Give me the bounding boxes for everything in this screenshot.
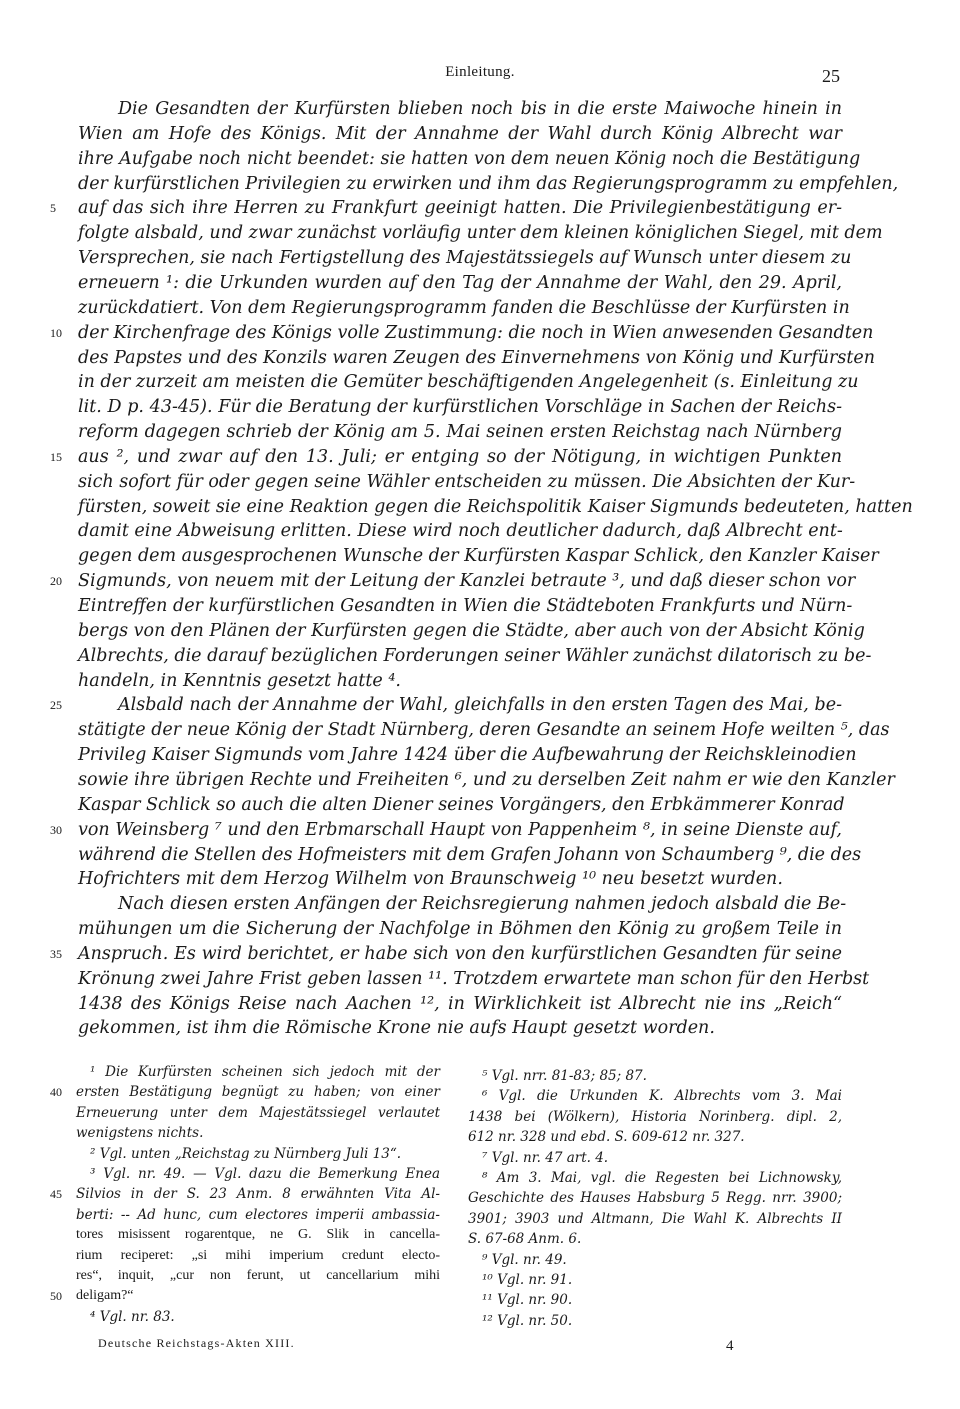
body-line: zurückdatiert. Von dem Regierungsprogramm fanden die Beschlüsse der Kurfürsten in bbox=[78, 297, 850, 318]
footnote-line: ¹² Vgl. nr. 50. bbox=[482, 1312, 573, 1329]
sheet-signature: 4 bbox=[726, 1338, 734, 1354]
footnote-line: wenigstens nichts. bbox=[76, 1125, 204, 1142]
footnote-line: 612 nr. 328 und ebd. S. 609-612 nr. 327. bbox=[468, 1129, 745, 1146]
body-line: handeln, in Kenntnis gesetzt hatte ⁴. bbox=[78, 670, 401, 691]
body-line: Sigmunds, von neuem mit der Leitung der Kanzlei betraute ³, und daß dieser schon vor bbox=[78, 571, 856, 592]
footnote-line: ⁸ Am 3. Mai, vgl. die Regesten bei Lichnowsky, bbox=[482, 1170, 842, 1186]
body-line: Versprechen, sie nach Fertigstellung des Majestätssiegels auf Wunsch unter diesem zu bbox=[78, 248, 852, 269]
body-line: damit eine Abweisung erlitten. Diese wird noch deutlicher dadurch, daß Albrecht ent- bbox=[78, 521, 843, 542]
footnote-line: ¹¹ Vgl. nr. 90. bbox=[482, 1292, 573, 1309]
footnote-line: Geschichte des Hauses Habsburg 5 Regg. nrr. 3900; bbox=[468, 1190, 842, 1207]
footnote-line: ⁴ Vgl. nr. 83. bbox=[90, 1308, 175, 1325]
body-line: in der zurzeit am meisten die Gemüter beschäftigenden Angelegenheit (s. Einleitung zu bbox=[78, 372, 859, 393]
line-number: 45 bbox=[50, 1187, 62, 1202]
body-line: Albrechts, die darauf bezüglichen Forderungen seiner Wähler zunächst dilatorisch zu be- bbox=[78, 645, 872, 666]
body-line: Nach diesen ersten Anfängen der Reichsregierung nahmen jedoch alsbald die Be- bbox=[118, 894, 847, 915]
body-line: gegen dem ausgesprochenen Wunsche der Kurfürsten Kaspar Schlick, den Kanzler Kaiser bbox=[78, 546, 879, 567]
footnote-line: Silvios in der S. 23 Anm. 8 erwähnten Vita Al- bbox=[76, 1186, 440, 1203]
body-line: sowie ihre übrigen Rechte und Freiheiten ⁶, und zu derselben Zeit nahm er wie den Kanzler bbox=[78, 769, 895, 790]
line-number: 40 bbox=[50, 1085, 62, 1100]
line-number: 5 bbox=[50, 201, 56, 216]
line-number: 35 bbox=[50, 946, 62, 961]
footnote-line: ⁹ Vgl. nr. 49. bbox=[482, 1251, 567, 1268]
footnote-line: ⁵ Vgl. nrr. 81-83; 85; 87. bbox=[482, 1068, 647, 1084]
line-number: 15 bbox=[50, 449, 62, 464]
body-line: lit. D p. 43-45). Für die Beratung der kurfürstlichen Vorschläge in Sachen der Reichs- bbox=[78, 397, 842, 418]
running-header bbox=[0, 64, 960, 88]
body-line: Krönung zwei Jahre Frist geben lassen ¹¹. Trotzdem erwartete man schon für den Herbst bbox=[78, 968, 870, 989]
footnote-line: ersten Bestätigung begnügt zu haben; von einer bbox=[76, 1084, 440, 1101]
footnote-line: ¹ Die Kurfürsten scheinen sich jedoch mit der bbox=[90, 1064, 440, 1080]
body-line: stätigte der neue König der Stadt Nürnberg, deren Gesandte an seinem Hofe weilten ⁵, das bbox=[78, 720, 890, 741]
footnote-line: ¹⁰ Vgl. nr. 91. bbox=[482, 1272, 573, 1288]
body-line: auf das sich ihre Herren zu Frankfurt geeinigt hatten. Die Privilegienbestätigung er- bbox=[78, 198, 842, 219]
body-line: Anspruch. Es wird berichtet, er habe sich von den kurfürstlichen Gesandten für seine bbox=[78, 943, 842, 964]
footnote-line: Erneuerung unter dem Majestätssiegel verlautet bbox=[76, 1104, 440, 1121]
page-number: 25 bbox=[822, 66, 840, 86]
body-line: folgte alsbald, und zwar zunächst vorläufig unter dem kleinen königlichen Siegel, mit dem bbox=[78, 223, 883, 244]
footnote-line: S. 67-68 Anm. 6. bbox=[468, 1231, 582, 1248]
line-number: 30 bbox=[50, 822, 62, 837]
footnote-line: res“, inquit, „cur non ferunt, ut cancellarium mihi bbox=[76, 1268, 440, 1283]
line-number: 50 bbox=[50, 1289, 62, 1304]
body-line: reform dagegen schrieb der König am 5. Mai seinen ersten Reichstag nach Nürnberg bbox=[78, 422, 842, 443]
body-line: mühungen um die Sicherung der Nachfolge in Böhmen den König zu großem Teile in bbox=[78, 919, 842, 940]
body-line: Hofrichters mit dem Herzog Wilhelm von Braunschweig ¹⁰ neu besetzt wurden. bbox=[78, 869, 783, 890]
body-line: Privileg Kaiser Sigmunds vom Jahre 1424 über die Aufbewahrung der Reichskleinodien bbox=[78, 745, 857, 766]
body-line: während die Stellen des Hofmeisters mit dem Grafen Johann von Schaumberg ⁹, die des bbox=[78, 844, 862, 865]
footnote-line: ⁶ Vgl. die Urkunden K. Albrechts vom 3. Mai bbox=[482, 1088, 842, 1105]
series-footer: Deutsche Reichstags-Akten XIII. bbox=[98, 1336, 295, 1350]
body-line: Alsbald nach der Annahme der Wahl, gleichfalls in den ersten Tagen des Mai, be- bbox=[118, 695, 842, 716]
line-number: 10 bbox=[50, 325, 62, 340]
footnote-line: ² Vgl. unten „Reichstag zu Nürnberg Juli 13“. bbox=[90, 1145, 402, 1162]
body-line: erneuern ¹: die Urkunden wurden auf den Tag der Annahme der Wahl, den 29. April, bbox=[78, 272, 842, 293]
footnote-line: 3901; 3903 und Altmann, Die Wahl K. Albrechts II bbox=[468, 1210, 842, 1227]
body-line: fürsten, soweit sie eine Reaktion gegen die Reichspolitik Kaiser Sigmunds bedeuteten, hatten bbox=[78, 496, 913, 517]
body-line: sich sofort für oder gegen seine Wähler entscheiden zu müssen. Die Absichten der Kur- bbox=[78, 471, 856, 492]
body-line: 1438 des Königs Reise nach Aachen ¹², in Wirklichkeit ist Albrecht nie ins „Reich“ bbox=[78, 993, 842, 1014]
body-line: Eintreffen der kurfürstlichen Gesandten in Wien die Städteboten Frankfurts und Nürn- bbox=[78, 596, 853, 616]
body-line: Kaspar Schlick so auch die alten Diener seines Vorgängers, den Erbkämmerer Konrad bbox=[78, 794, 845, 815]
footnote-line: ³ Vgl. nr. 49. — Vgl. dazu die Bemerkung Enea bbox=[90, 1166, 440, 1182]
footnote-line: tores misissent rogarentque, ne G. Slik in cancella- bbox=[76, 1227, 440, 1243]
body-line: von Weinsberg ⁷ und den Erbmarschall Haupt von Pappenheim ⁸, in seine Dienste auf, bbox=[78, 819, 842, 840]
body-line: bergs von den Plänen der Kurfürsten gegen die Städte, aber auch von der Absicht König bbox=[78, 620, 865, 641]
body-line: Die Gesandten der Kurfürsten blieben noch bis in die erste Maiwoche hinein in bbox=[118, 99, 842, 119]
body-line: der kurfürstlichen Privilegien zu erwirken und ihm das Regierungsprogramm zu empfehlen, bbox=[78, 173, 899, 194]
footnote-line: deligam?“ bbox=[76, 1288, 134, 1304]
body-line: ihre Aufgabe noch nicht beendet: sie hatten von dem neuen König noch die Bestätigung bbox=[78, 148, 861, 169]
footnote-line: rium reciperet: „si mihi imperium credunt electo- bbox=[76, 1247, 440, 1263]
line-number: 20 bbox=[50, 574, 62, 589]
body-line: aus ², und zwar auf den 13. Juli; er entging so der Nötigung, in wichtigen Punkten bbox=[78, 446, 842, 467]
footnote-line: 1438 bei (Wölkern), Historia Norinberg. dipl. 2, bbox=[468, 1108, 842, 1125]
body-line: Wien am Hofe des Königs. Mit der Annahme der Wahl durch König Albrecht war bbox=[78, 123, 842, 144]
footnote-line: berti: -- Ad hunc, cum electores imperii ambassia- bbox=[76, 1206, 440, 1223]
body-line: gekommen, ist ihm die Römische Krone nie aufs Haupt gesetzt worden. bbox=[78, 1018, 715, 1039]
body-line: des Papstes und des Konzils waren Zeugen des Einvernehmens von König und Kurfürsten bbox=[78, 347, 875, 368]
footnote-line: ⁷ Vgl. nr. 47 art. 4. bbox=[482, 1149, 609, 1166]
line-number: 25 bbox=[50, 698, 62, 713]
header-title: Einleitung. bbox=[445, 64, 515, 80]
body-line: der Kirchenfrage des Königs volle Zustimmung: die noch in Wien anwesenden Gesandten bbox=[78, 322, 874, 343]
